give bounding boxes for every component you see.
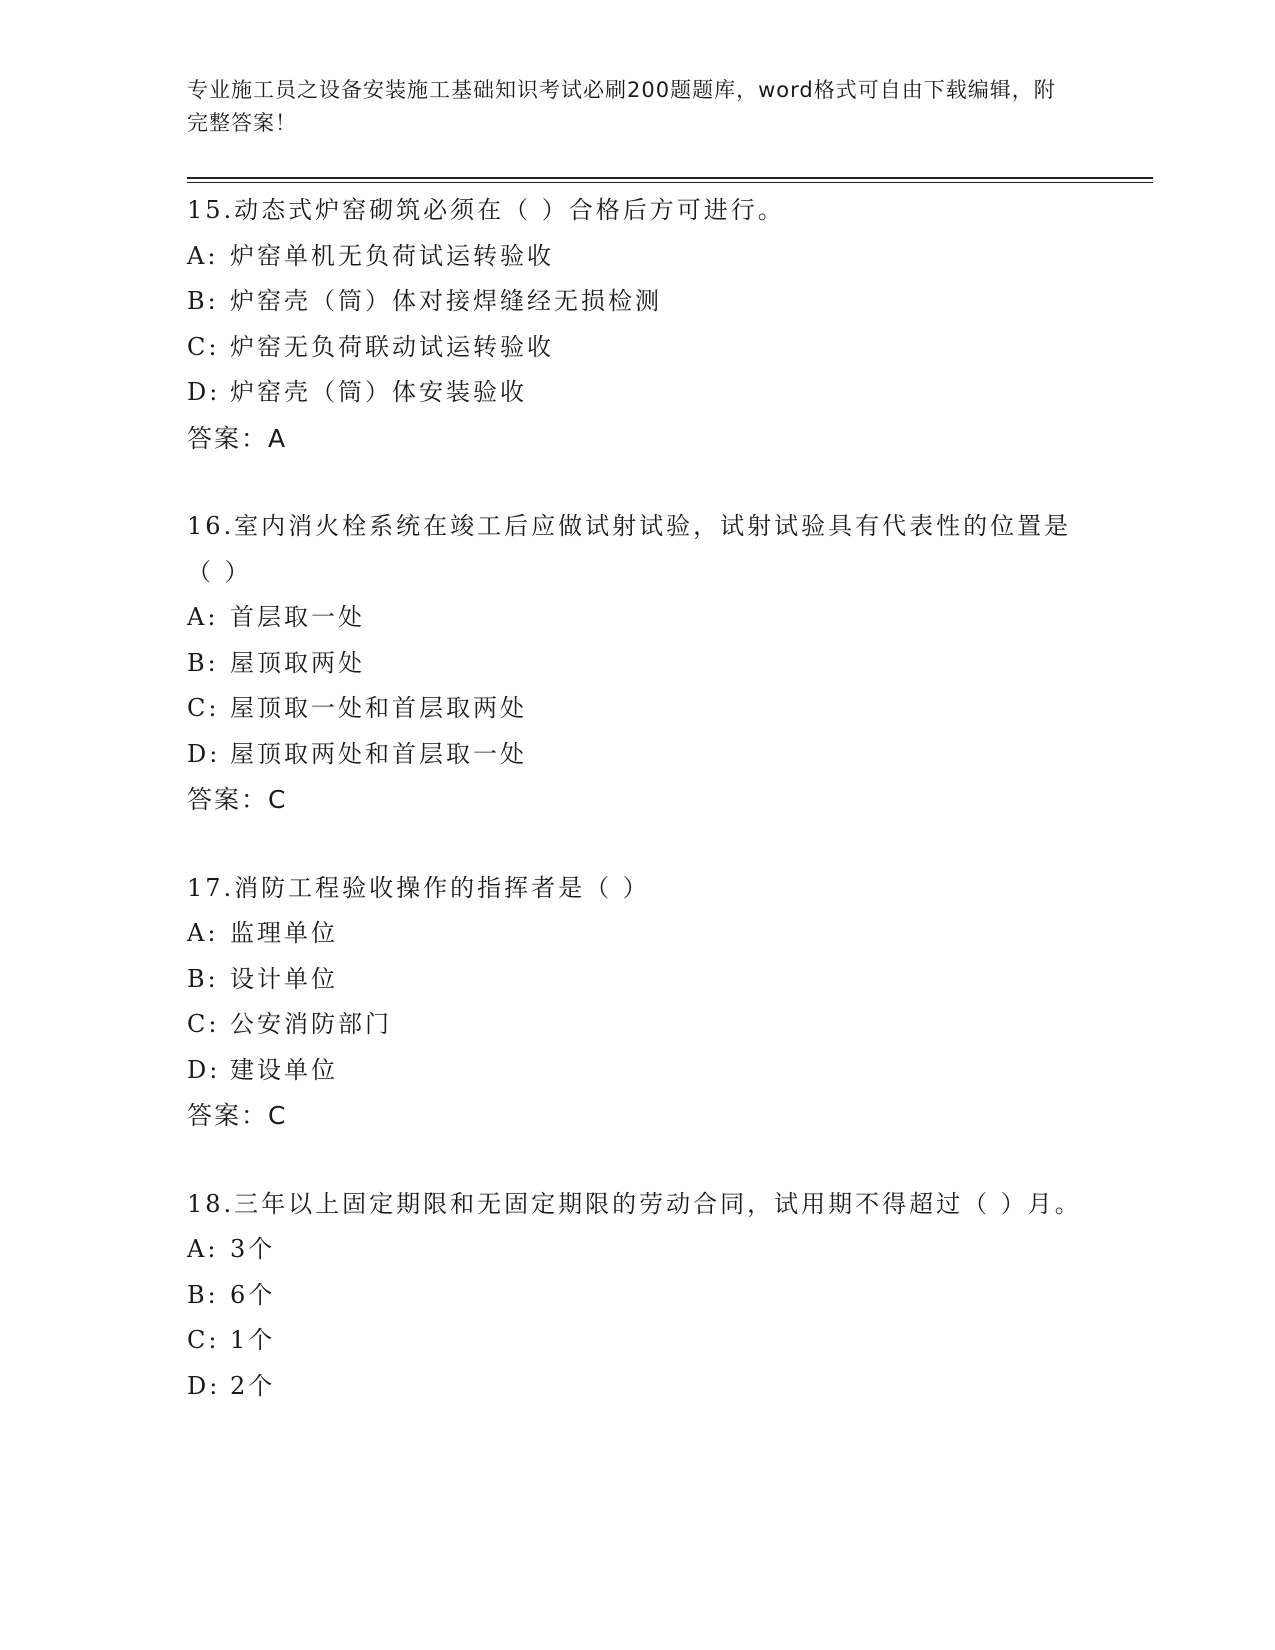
option-text: 炉窑壳（筒）体对接焊缝经无损检测 <box>230 287 662 315</box>
option-a <box>187 911 1087 957</box>
question-15 <box>187 188 1087 461</box>
question-17 <box>187 866 1087 1139</box>
header-divider <box>187 177 1153 179</box>
option-text: 2个 <box>230 1371 276 1400</box>
option-d <box>187 1048 1087 1094</box>
option-text: 炉窑无负荷联动试运转验收 <box>230 332 554 361</box>
option-b <box>187 957 1087 1003</box>
option-text: 建设单位 <box>230 1055 338 1084</box>
option-d <box>187 732 1087 778</box>
option-a <box>187 234 1087 280</box>
option-letter: A: <box>187 603 219 631</box>
question-18 <box>187 1182 1087 1410</box>
option-text: 6个 <box>230 1280 276 1309</box>
option-text: 屋顶取两处和首层取一处 <box>230 739 527 768</box>
option-letter: C: <box>187 1326 220 1354</box>
option-text: 屋顶取两处 <box>230 648 365 677</box>
question-stem: 15.动态式炉窑砌筑必须在（ ）合格后方可进行。 <box>187 196 785 224</box>
question-list <box>187 188 1087 1452</box>
option-a <box>187 1227 1087 1273</box>
option-letter: D: <box>187 1055 221 1084</box>
option-c <box>187 325 1087 371</box>
option-letter: A: <box>187 919 219 947</box>
option-text: 1个 <box>230 1326 276 1354</box>
answer-line: 答案：C <box>187 1101 288 1130</box>
option-letter: C: <box>187 1010 220 1038</box>
option-letter: A: <box>187 1235 219 1263</box>
option-text: 3个 <box>230 1235 276 1263</box>
option-b <box>187 641 1087 687</box>
option-letter: B: <box>187 287 219 315</box>
answer-line: 答案：C <box>187 785 288 814</box>
option-text: 首层取一处 <box>230 603 365 631</box>
option-letter: B: <box>187 964 219 993</box>
option-a <box>187 595 1087 641</box>
option-letter: B: <box>187 1280 219 1309</box>
option-text: 屋顶取一处和首层取两处 <box>230 694 527 722</box>
option-letter: D: <box>187 378 221 406</box>
option-d <box>187 370 1087 416</box>
option-letter: B: <box>187 648 219 677</box>
option-text: 炉窑壳（筒）体安装验收 <box>230 378 527 406</box>
question-stem: 16.室内消火栓系统在竣工后应做试射试验，试射试验具有代表性的位置是（ ） <box>187 512 1072 586</box>
answer-line: 答案：A <box>187 423 288 453</box>
option-text: 设计单位 <box>230 964 338 993</box>
question-16 <box>187 504 1087 823</box>
option-c <box>187 1002 1087 1048</box>
option-letter: C: <box>187 332 220 361</box>
option-c <box>187 686 1087 732</box>
option-b <box>187 1273 1087 1319</box>
option-text: 公安消防部门 <box>230 1010 392 1038</box>
option-letter: C: <box>187 694 220 722</box>
question-stem: 18.三年以上固定期限和无固定期限的劳动合同，试用期不得超过（ ）月。 <box>187 1189 1082 1218</box>
option-text: 监理单位 <box>230 919 338 947</box>
option-c <box>187 1318 1087 1364</box>
option-letter: D: <box>187 739 221 768</box>
option-text: 炉窑单机无负荷试运转验收 <box>230 241 554 270</box>
option-letter: D: <box>187 1371 221 1400</box>
option-b <box>187 279 1087 325</box>
option-d <box>187 1364 1087 1410</box>
document-header: 专业施工员之设备安装施工基础知识考试必刷200题题库，word格式可自由下载编辑，附完整答案！ <box>187 78 1056 135</box>
question-stem: 17.消防工程验收操作的指挥者是（ ） <box>187 873 650 902</box>
option-letter: A: <box>187 241 219 270</box>
